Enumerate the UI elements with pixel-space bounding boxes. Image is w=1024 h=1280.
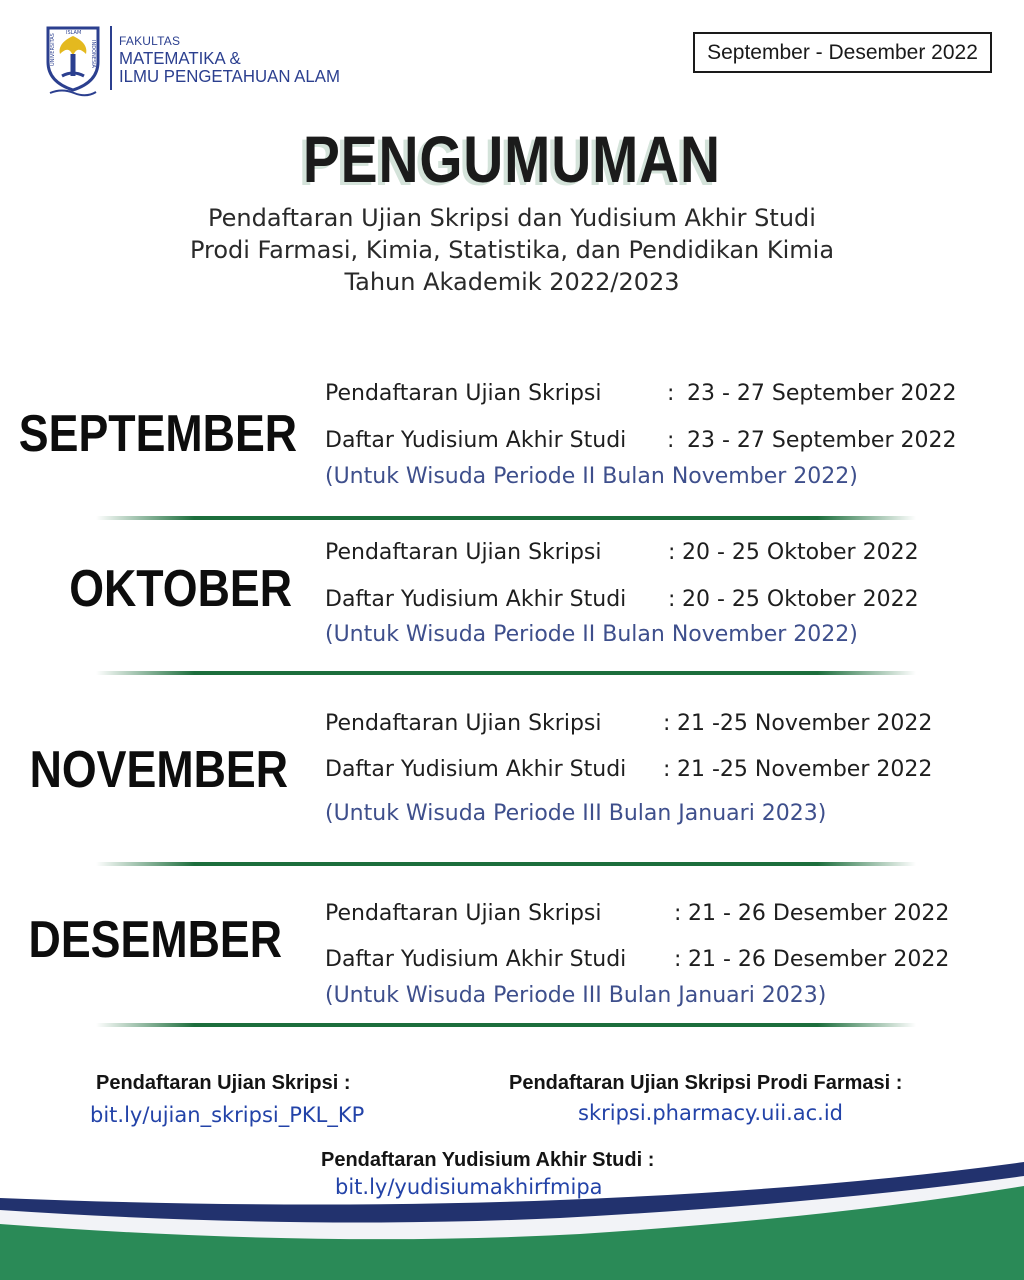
row-label: Pendaftaran Ujian Skripsi xyxy=(325,711,602,736)
row-colon: : xyxy=(668,587,676,612)
row-colon: : xyxy=(667,381,675,406)
skripsi-registration-link[interactable]: bit.ly/ujian_skripsi_PKL_KP xyxy=(90,1103,365,1127)
row-colon: : xyxy=(668,540,676,565)
month-november: NOVEMBER xyxy=(29,741,288,799)
row-value: 20 - 25 Oktober 2022 xyxy=(682,587,919,612)
seal-text-left: UNIVERSITAS xyxy=(50,33,56,66)
row-value: 21 -25 November 2022 xyxy=(677,711,933,736)
row-label: Daftar Yudisium Akhir Studi xyxy=(325,947,627,972)
subtitle-line-3: Tahun Akademik 2022/2023 xyxy=(344,268,680,296)
month-desember: DESEMBER xyxy=(28,911,282,969)
logo-divider xyxy=(110,26,112,90)
faculty-line-3: ILMU PENGETAHUAN ALAM xyxy=(119,66,340,86)
row-value: 23 - 27 September 2022 xyxy=(687,381,957,406)
row-label: Daftar Yudisium Akhir Studi xyxy=(325,428,627,453)
row-label: Pendaftaran Ujian Skripsi xyxy=(325,901,602,926)
seal-text-right: INDONESIA xyxy=(90,40,96,68)
row-colon: : xyxy=(667,428,675,453)
page-title: PENGUMUMAN xyxy=(302,122,722,196)
section-divider xyxy=(96,671,916,675)
title-block xyxy=(0,122,1024,196)
section-divider xyxy=(96,1023,916,1027)
row-colon: : xyxy=(674,901,682,926)
section-divider xyxy=(96,516,916,520)
yudisium-registration-label: Pendaftaran Yudisium Akhir Studi : xyxy=(321,1149,655,1171)
subtitle-line-1: Pendaftaran Ujian Skripsi dan Yudisium Akhir Studi xyxy=(208,204,816,232)
section-divider xyxy=(96,862,916,866)
faculty-line-1: FAKULTAS xyxy=(119,34,181,48)
graduation-note: (Untuk Wisuda Periode III Bulan Januari 2023) xyxy=(325,983,827,1008)
faculty-line-2: MATEMATIKA & xyxy=(119,48,241,68)
row-label: Pendaftaran Ujian Skripsi xyxy=(325,381,602,406)
farmasi-registration-link[interactable]: skripsi.pharmacy.uii.ac.id xyxy=(578,1101,844,1125)
subtitle-line-2: Prodi Farmasi, Kimia, Statistika, dan Pendidikan Kimia xyxy=(189,236,835,264)
graduation-note: (Untuk Wisuda Periode III Bulan Januari 2023) xyxy=(325,801,827,826)
skripsi-registration-label: Pendaftaran Ujian Skripsi : xyxy=(96,1072,351,1094)
row-value: 21 -25 November 2022 xyxy=(677,757,933,782)
row-label: Pendaftaran Ujian Skripsi xyxy=(325,540,602,565)
month-oktober: OKTOBER xyxy=(69,560,292,618)
graduation-note: (Untuk Wisuda Periode II Bulan November 2022) xyxy=(325,622,858,647)
month-september: SEPTEMBER xyxy=(18,405,298,463)
row-value: 21 - 26 Desember 2022 xyxy=(688,947,950,972)
faculty-name xyxy=(119,34,349,85)
row-value: 20 - 25 Oktober 2022 xyxy=(682,540,919,565)
farmasi-registration-label: Pendaftaran Ujian Skripsi Prodi Farmasi : xyxy=(509,1072,903,1094)
seal-text-top: ISLAM xyxy=(66,30,82,36)
row-value: 21 - 26 Desember 2022 xyxy=(688,901,950,926)
graduation-note: (Untuk Wisuda Periode II Bulan November 2022) xyxy=(325,464,858,489)
uii-logo xyxy=(44,26,102,98)
row-value: 23 - 27 September 2022 xyxy=(687,428,957,453)
footer-wave xyxy=(0,1150,1024,1280)
yudisium-registration-link[interactable]: bit.ly/yudisiumakhirfmipa xyxy=(335,1175,603,1199)
row-colon: : xyxy=(663,757,671,782)
row-label: Daftar Yudisium Akhir Studi xyxy=(325,757,627,782)
row-colon: : xyxy=(663,711,671,736)
row-colon: : xyxy=(674,947,682,972)
period-badge: September - Desember 2022 xyxy=(693,32,992,73)
subtitle xyxy=(0,202,1024,298)
row-label: Daftar Yudisium Akhir Studi xyxy=(325,587,627,612)
